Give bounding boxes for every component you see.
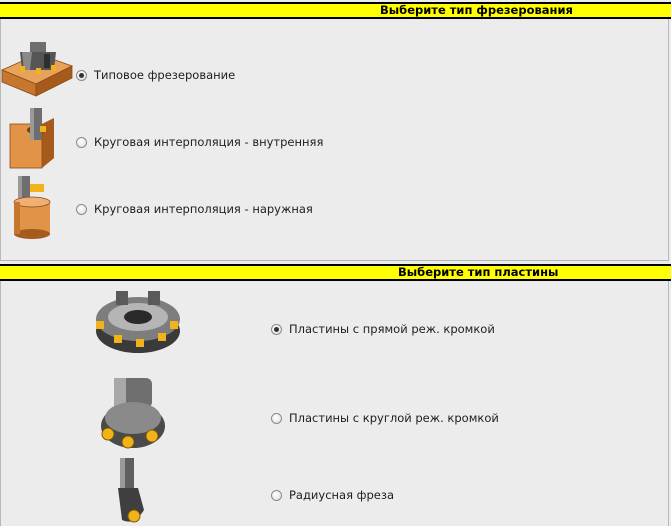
radio-internal-interpolation[interactable] — [76, 137, 87, 148]
label-standard-milling: Типовое фрезерование — [94, 68, 236, 82]
milling-option-external[interactable] — [76, 202, 313, 216]
insert-option-straight[interactable] — [271, 322, 495, 336]
insert-option-round[interactable] — [271, 411, 499, 425]
radio-standard-milling[interactable] — [76, 70, 87, 81]
radio-round-insert[interactable] — [271, 413, 282, 424]
label-round-insert: Пластины с круглой реж. кромкой — [289, 411, 499, 425]
label-external-interpolation: Круговая интерполяция - наружная — [94, 202, 313, 216]
label-straight-edge: Пластины с прямой реж. кромкой — [289, 322, 495, 336]
insert-option-radius[interactable] — [271, 488, 394, 502]
milling-type-header-label: Выберите тип фрезерования — [380, 3, 573, 17]
insert-type-header — [0, 264, 671, 281]
radio-radius-cutter[interactable] — [271, 490, 282, 501]
label-internal-interpolation: Круговая интерполяция - внутренняя — [94, 135, 324, 149]
label-radius-cutter: Радиусная фреза — [289, 488, 395, 502]
face-milling-icon — [0, 40, 75, 100]
straight-edge-cutter-icon — [92, 287, 184, 359]
milling-type-header — [0, 2, 671, 19]
radio-straight-edge[interactable] — [271, 324, 282, 335]
round-insert-cutter-icon — [98, 378, 168, 452]
external-interpolation-icon — [12, 176, 56, 240]
insert-type-header-label: Выберите тип пластины — [398, 265, 559, 279]
ball-nose-cutter-icon — [114, 458, 154, 526]
radio-external-interpolation[interactable] — [76, 204, 87, 215]
milling-option-internal[interactable] — [76, 135, 323, 149]
internal-interpolation-icon — [8, 108, 58, 170]
milling-option-standard[interactable] — [76, 68, 235, 82]
